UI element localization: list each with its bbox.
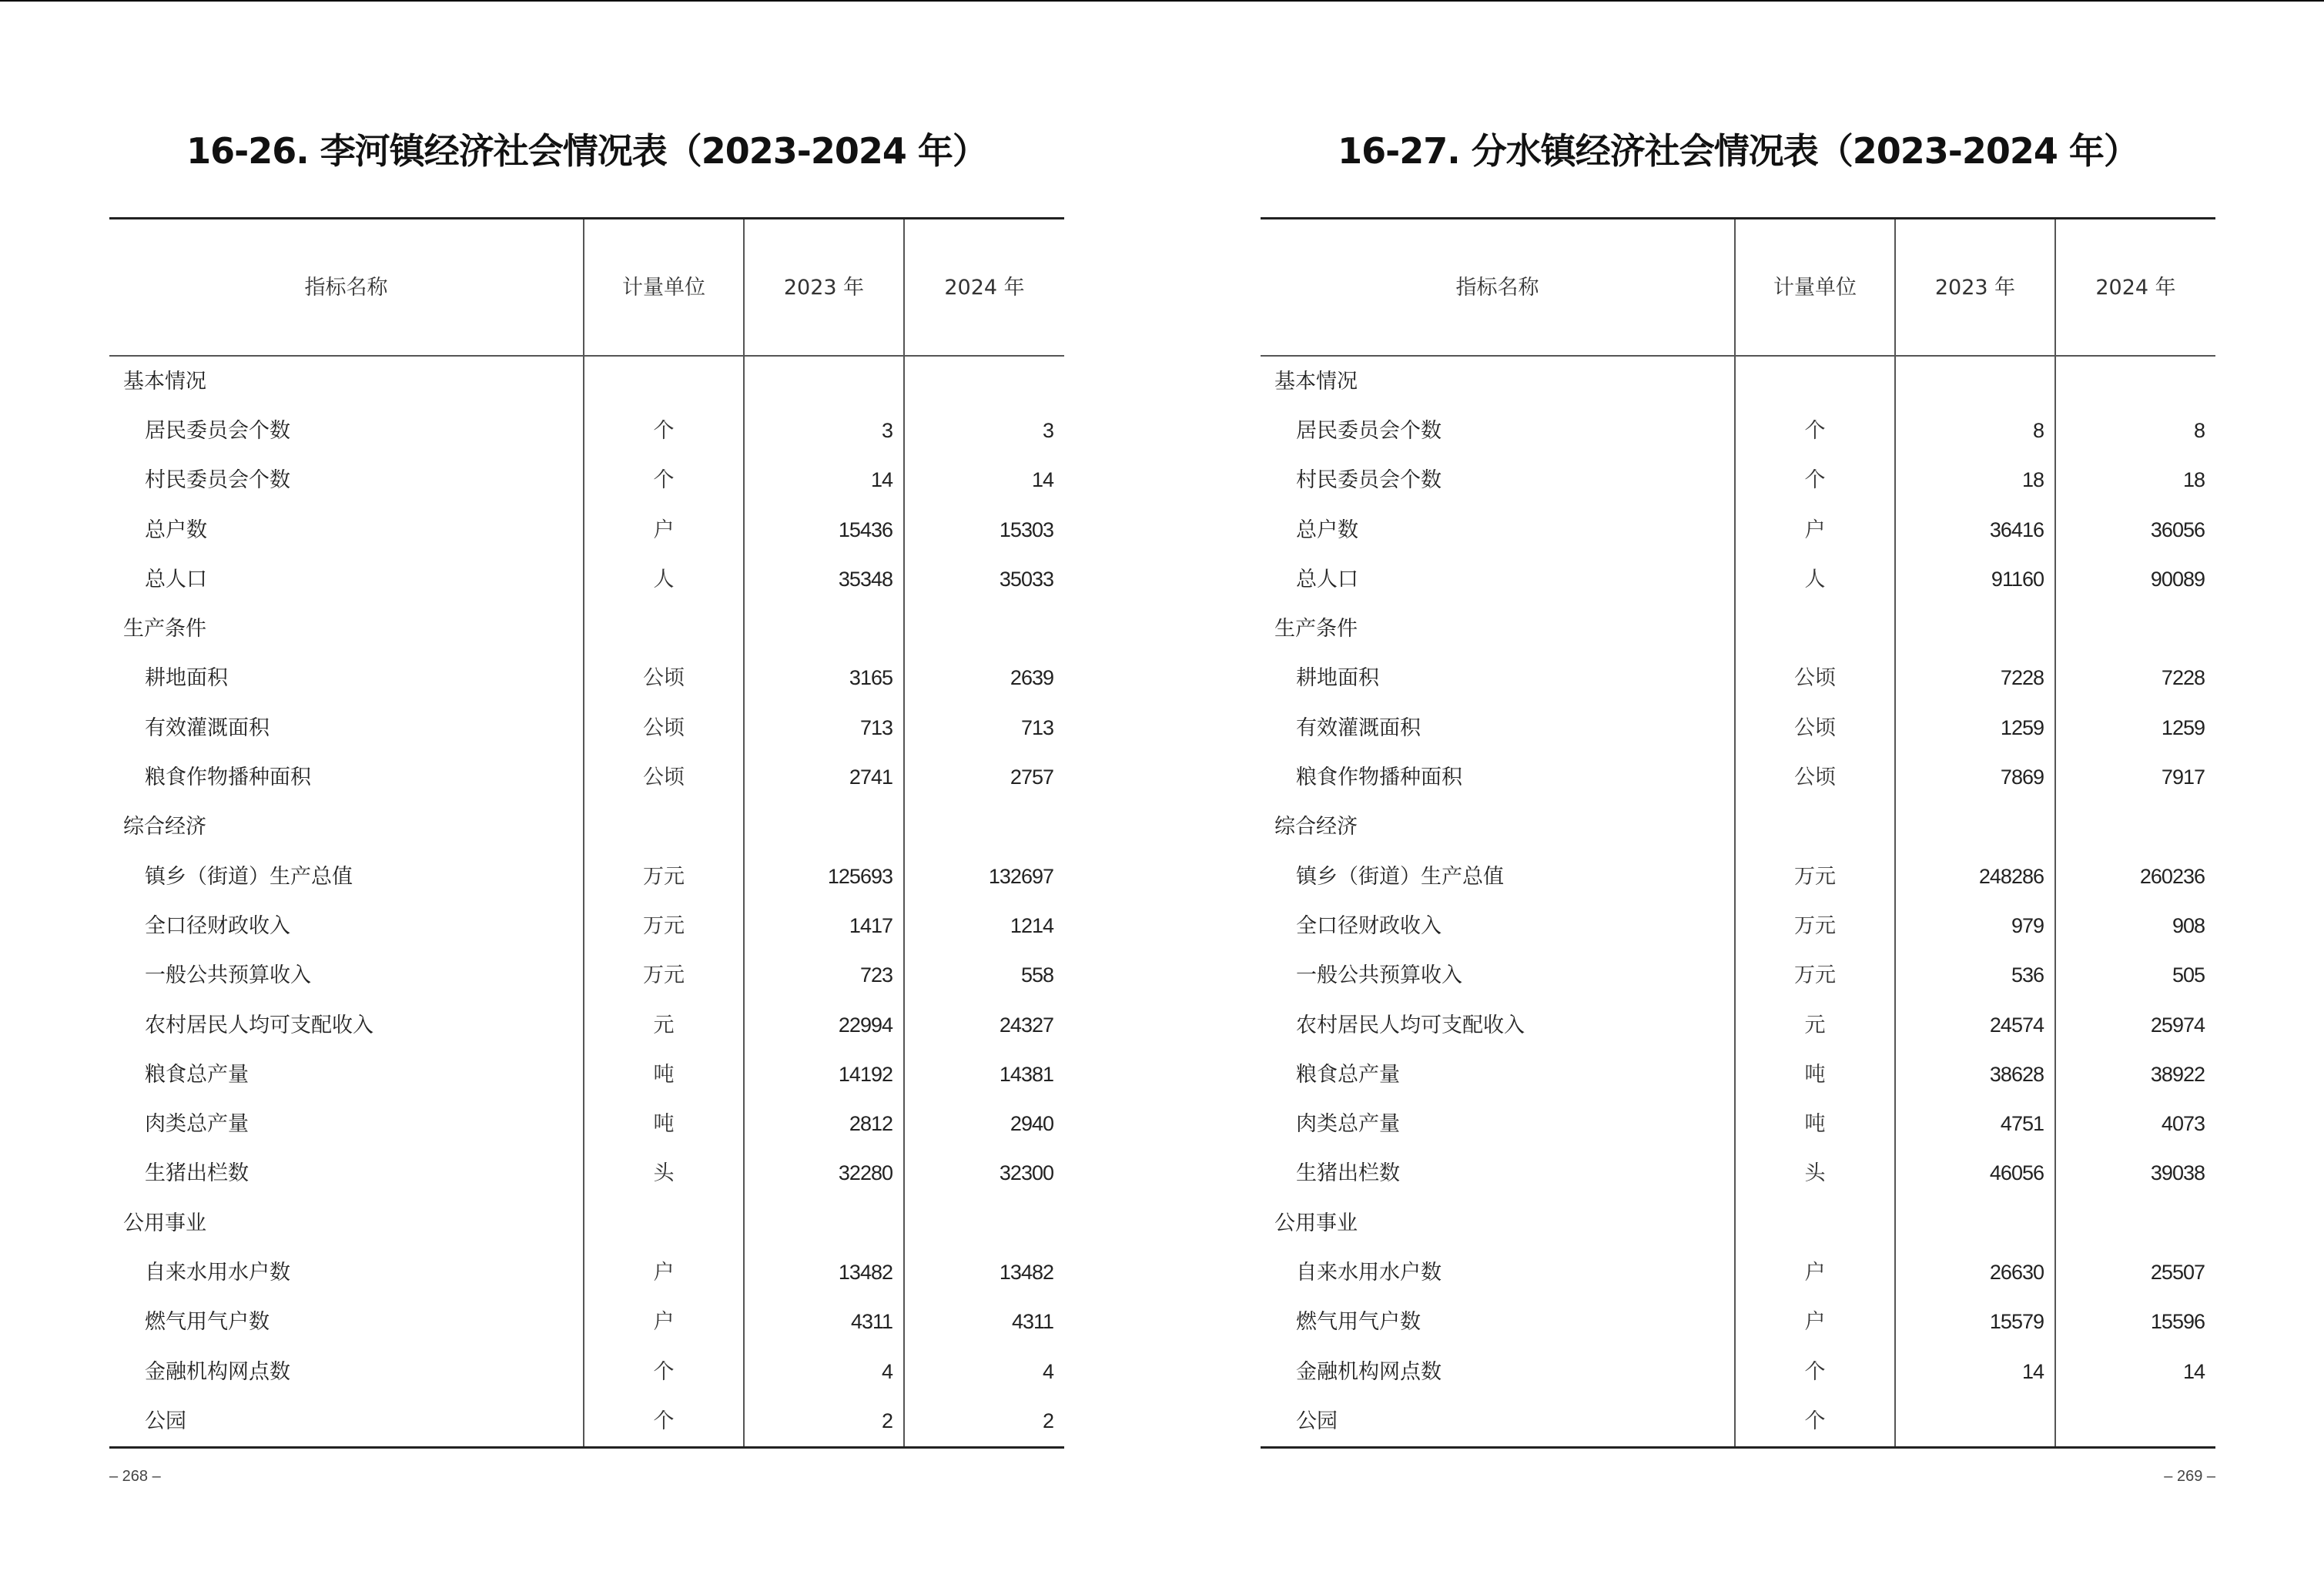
unit-cell: 万元 — [584, 852, 744, 901]
table-row — [1261, 1099, 2215, 1148]
table-row — [1261, 852, 2215, 901]
value-2023-cell: 723 — [744, 951, 904, 1000]
indicator-name-cell: 镇乡（街道）生产总值 — [1296, 864, 1504, 889]
value-2024-cell: 1214 — [904, 901, 1064, 950]
unit-cell — [1735, 356, 1895, 406]
table-row — [1261, 901, 2215, 950]
header-indicator-name: 指标名称 — [109, 219, 584, 357]
value-2024-cell — [2055, 1198, 2215, 1248]
table-row — [1261, 752, 2215, 802]
unit-cell: 公顷 — [584, 703, 744, 752]
indicator-name-cell: 生猪出栏数 — [145, 1161, 249, 1186]
table-row — [1261, 1396, 2215, 1447]
value-2023-cell: 14 — [1895, 1347, 2055, 1396]
unit-cell: 个 — [1735, 456, 1895, 505]
value-2023-cell: 3 — [744, 406, 904, 455]
value-2024-cell: 3 — [904, 406, 1064, 455]
indicator-name-cell: 镇乡（街道）生产总值 — [145, 864, 353, 889]
value-2023-cell: 713 — [744, 703, 904, 752]
value-2024-cell: 4311 — [904, 1298, 1064, 1347]
indicator-name-cell: 有效灌溉面积 — [1296, 715, 1421, 740]
value-2023-cell: 8 — [1895, 406, 2055, 455]
value-2024-cell: 36056 — [2055, 505, 2215, 554]
unit-cell: 人 — [1735, 554, 1895, 604]
value-2023-cell — [1895, 1396, 2055, 1447]
section-header-row — [109, 1198, 1064, 1248]
statistics-table — [109, 217, 1064, 1449]
unit-cell: 吨 — [584, 1099, 744, 1148]
unit-cell — [584, 356, 744, 406]
value-2023-cell: 18 — [1895, 456, 2055, 505]
value-2024-cell: 2 — [904, 1396, 1064, 1447]
unit-cell: 吨 — [584, 1050, 744, 1099]
value-2023-cell: 26630 — [1895, 1248, 2055, 1297]
indicator-name-cell: 燃气用气户数 — [1296, 1310, 1421, 1335]
unit-cell: 头 — [1735, 1149, 1895, 1198]
section-header-row — [1261, 802, 2215, 852]
table-row — [1261, 1248, 2215, 1297]
unit-cell: 户 — [1735, 1248, 1895, 1297]
indicator-name-cell: 总人口 — [1296, 567, 1358, 591]
value-2024-cell: 25507 — [2055, 1248, 2215, 1297]
table-row — [1261, 554, 2215, 604]
header-unit: 计量单位 — [584, 219, 744, 357]
value-2023-cell: 15436 — [744, 505, 904, 554]
table-row — [109, 456, 1064, 505]
unit-cell: 个 — [1735, 1347, 1895, 1396]
indicator-name-cell: 综合经济 — [123, 815, 206, 839]
indicator-name-cell: 公用事业 — [123, 1211, 206, 1235]
header-year-2024: 2024 年 — [904, 219, 1064, 357]
value-2023-cell: 15579 — [1895, 1298, 2055, 1347]
section-header-row — [109, 604, 1064, 653]
header-year-2024: 2024 年 — [2055, 219, 2215, 357]
indicator-name-cell: 总人口 — [145, 567, 207, 591]
value-2024-cell: 713 — [904, 703, 1064, 752]
unit-cell: 公顷 — [1735, 752, 1895, 802]
table-row — [109, 703, 1064, 752]
section-header-row — [109, 802, 1064, 852]
indicator-name-cell: 居民委员会个数 — [145, 418, 290, 443]
value-2023-cell: 536 — [1895, 951, 2055, 1000]
value-2024-cell: 558 — [904, 951, 1064, 1000]
value-2024-cell: 2757 — [904, 752, 1064, 802]
indicator-name-cell: 燃气用气户数 — [145, 1310, 270, 1335]
table-row — [1261, 1149, 2215, 1198]
unit-cell: 个 — [584, 1396, 744, 1447]
page-number: – 269 – — [2164, 1468, 2215, 1485]
value-2023-cell: 2 — [744, 1396, 904, 1447]
unit-cell: 万元 — [584, 951, 744, 1000]
value-2024-cell — [904, 1198, 1064, 1248]
value-2023-cell: 35348 — [744, 554, 904, 604]
table-header-row — [1261, 219, 2215, 357]
unit-cell — [584, 1198, 744, 1248]
value-2024-cell — [2055, 356, 2215, 406]
unit-cell — [1735, 802, 1895, 852]
indicator-name-cell: 公园 — [145, 1409, 186, 1433]
table-row — [109, 1050, 1064, 1099]
value-2023-cell: 32280 — [744, 1149, 904, 1198]
unit-cell: 公顷 — [1735, 654, 1895, 703]
value-2023-cell: 125693 — [744, 852, 904, 901]
value-2024-cell: 14 — [904, 456, 1064, 505]
page-title: 16-26. 李河镇经济社会情况表（2023-2024 年） — [186, 130, 987, 172]
unit-cell: 户 — [1735, 1298, 1895, 1347]
value-2023-cell: 13482 — [744, 1248, 904, 1297]
value-2023-cell — [744, 802, 904, 852]
unit-cell — [1735, 1198, 1895, 1248]
value-2024-cell — [904, 356, 1064, 406]
table-row — [109, 1396, 1064, 1447]
unit-cell: 个 — [584, 456, 744, 505]
unit-cell — [1735, 604, 1895, 653]
unit-cell: 公顷 — [584, 752, 744, 802]
unit-cell: 万元 — [1735, 951, 1895, 1000]
value-2024-cell: 15303 — [904, 505, 1064, 554]
indicator-name-cell: 农村居民人均可支配收入 — [145, 1013, 373, 1037]
indicator-name-cell: 基本情况 — [123, 369, 206, 394]
value-2024-cell: 2639 — [904, 654, 1064, 703]
unit-cell: 元 — [1735, 1000, 1895, 1050]
value-2023-cell: 14192 — [744, 1050, 904, 1099]
value-2024-cell: 132697 — [904, 852, 1064, 901]
indicator-name-cell: 自来水用水户数 — [145, 1260, 290, 1285]
indicator-name-cell: 耕地面积 — [1296, 666, 1379, 691]
indicator-name-cell: 生猪出栏数 — [1296, 1161, 1400, 1186]
value-2024-cell: 32300 — [904, 1149, 1064, 1198]
value-2023-cell: 38628 — [1895, 1050, 2055, 1099]
unit-cell: 个 — [584, 1347, 744, 1396]
value-2024-cell: 90089 — [2055, 554, 2215, 604]
indicator-name-cell: 全口径财政收入 — [1296, 913, 1442, 938]
table-row — [109, 1149, 1064, 1198]
unit-cell: 吨 — [1735, 1050, 1895, 1099]
table-row — [1261, 456, 2215, 505]
value-2024-cell: 14381 — [904, 1050, 1064, 1099]
table-row — [109, 406, 1064, 455]
value-2023-cell — [1895, 604, 2055, 653]
value-2024-cell: 24327 — [904, 1000, 1064, 1050]
value-2024-cell — [2055, 1396, 2215, 1447]
left-page — [109, 0, 1064, 1588]
indicator-name-cell: 基本情况 — [1274, 369, 1358, 394]
indicator-name-cell: 肉类总产量 — [1296, 1112, 1400, 1137]
unit-cell: 人 — [584, 554, 744, 604]
indicator-name-cell: 村民委员会个数 — [1296, 468, 1442, 493]
value-2023-cell — [1895, 1198, 2055, 1248]
indicator-name-cell: 公园 — [1296, 1409, 1338, 1433]
indicator-name-cell: 农村居民人均可支配收入 — [1296, 1013, 1525, 1037]
statistics-table — [1261, 217, 2215, 1449]
value-2023-cell: 14 — [744, 456, 904, 505]
table-row — [109, 554, 1064, 604]
value-2024-cell: 18 — [2055, 456, 2215, 505]
value-2024-cell: 7228 — [2055, 654, 2215, 703]
table-row — [1261, 951, 2215, 1000]
table-row — [109, 1248, 1064, 1297]
right-page — [1261, 0, 2215, 1588]
table-row — [109, 951, 1064, 1000]
section-header-row — [1261, 604, 2215, 653]
value-2024-cell: 505 — [2055, 951, 2215, 1000]
value-2023-cell — [1895, 802, 2055, 852]
value-2023-cell: 1417 — [744, 901, 904, 950]
indicator-name-cell: 粮食总产量 — [145, 1062, 249, 1087]
value-2024-cell: 15596 — [2055, 1298, 2215, 1347]
value-2024-cell — [904, 802, 1064, 852]
indicator-name-cell: 金融机构网点数 — [145, 1359, 290, 1384]
indicator-name-cell: 粮食作物播种面积 — [145, 766, 311, 790]
indicator-name-cell: 自来水用水户数 — [1296, 1260, 1442, 1285]
value-2023-cell: 248286 — [1895, 852, 2055, 901]
table-row — [1261, 1050, 2215, 1099]
value-2024-cell: 4073 — [2055, 1099, 2215, 1148]
unit-cell: 万元 — [1735, 901, 1895, 950]
value-2023-cell: 4311 — [744, 1298, 904, 1347]
value-2023-cell: 979 — [1895, 901, 2055, 950]
indicator-name-cell: 生产条件 — [1274, 617, 1358, 642]
indicator-name-cell: 总户数 — [145, 518, 207, 542]
indicator-name-cell: 肉类总产量 — [145, 1112, 249, 1137]
value-2024-cell: 7917 — [2055, 752, 2215, 802]
value-2024-cell — [2055, 802, 2215, 852]
value-2023-cell: 4 — [744, 1347, 904, 1396]
indicator-name-cell: 粮食总产量 — [1296, 1062, 1400, 1087]
table-row — [1261, 406, 2215, 455]
value-2024-cell: 13482 — [904, 1248, 1064, 1297]
value-2023-cell: 2812 — [744, 1099, 904, 1148]
indicator-name-cell: 有效灌溉面积 — [145, 715, 270, 740]
table-row — [109, 1099, 1064, 1148]
unit-cell: 头 — [584, 1149, 744, 1198]
indicator-name-cell: 一般公共预算收入 — [1296, 963, 1462, 988]
value-2023-cell: 2741 — [744, 752, 904, 802]
table-row — [1261, 654, 2215, 703]
value-2024-cell: 260236 — [2055, 852, 2215, 901]
value-2023-cell — [1895, 356, 2055, 406]
header-year-2023: 2023 年 — [1895, 219, 2055, 357]
value-2023-cell: 46056 — [1895, 1149, 2055, 1198]
header-indicator-name: 指标名称 — [1261, 219, 1735, 357]
indicator-name-cell: 综合经济 — [1274, 815, 1358, 839]
unit-cell: 公顷 — [584, 654, 744, 703]
value-2023-cell: 4751 — [1895, 1099, 2055, 1148]
value-2024-cell: 25974 — [2055, 1000, 2215, 1050]
indicator-name-cell: 耕地面积 — [145, 666, 228, 691]
header-year-2023: 2023 年 — [744, 219, 904, 357]
value-2024-cell: 2940 — [904, 1099, 1064, 1148]
unit-cell: 户 — [584, 505, 744, 554]
indicator-name-cell: 居民委员会个数 — [1296, 418, 1442, 443]
value-2024-cell: 38922 — [2055, 1050, 2215, 1099]
table-row — [109, 1347, 1064, 1396]
unit-cell: 元 — [584, 1000, 744, 1050]
unit-cell: 个 — [1735, 406, 1895, 455]
page-title: 16-27. 分水镇经济社会情况表（2023-2024 年） — [1338, 130, 2138, 172]
unit-cell: 万元 — [1735, 852, 1895, 901]
table-row — [1261, 703, 2215, 752]
value-2024-cell: 8 — [2055, 406, 2215, 455]
value-2023-cell: 3165 — [744, 654, 904, 703]
value-2023-cell: 91160 — [1895, 554, 2055, 604]
value-2024-cell — [2055, 604, 2215, 653]
table-header-row — [109, 219, 1064, 357]
table-row — [1261, 1298, 2215, 1347]
value-2024-cell — [904, 604, 1064, 653]
value-2024-cell: 35033 — [904, 554, 1064, 604]
section-header-row — [1261, 356, 2215, 406]
value-2023-cell: 7869 — [1895, 752, 2055, 802]
value-2024-cell: 908 — [2055, 901, 2215, 950]
indicator-name-cell: 全口径财政收入 — [145, 913, 290, 938]
header-unit: 计量单位 — [1735, 219, 1895, 357]
unit-cell: 户 — [584, 1248, 744, 1297]
value-2023-cell: 36416 — [1895, 505, 2055, 554]
unit-cell: 公顷 — [1735, 703, 1895, 752]
table-row — [109, 752, 1064, 802]
value-2023-cell — [744, 1198, 904, 1248]
value-2023-cell — [744, 356, 904, 406]
value-2023-cell: 1259 — [1895, 703, 2055, 752]
table-row — [1261, 1000, 2215, 1050]
unit-cell: 户 — [584, 1298, 744, 1347]
unit-cell: 个 — [1735, 1396, 1895, 1447]
table-row — [109, 1298, 1064, 1347]
indicator-name-cell: 一般公共预算收入 — [145, 963, 311, 988]
unit-cell — [584, 604, 744, 653]
section-header-row — [109, 356, 1064, 406]
value-2024-cell: 39038 — [2055, 1149, 2215, 1198]
indicator-name-cell: 粮食作物播种面积 — [1296, 766, 1462, 790]
table-row — [109, 901, 1064, 950]
unit-cell: 万元 — [584, 901, 744, 950]
table-row — [109, 654, 1064, 703]
unit-cell: 吨 — [1735, 1099, 1895, 1148]
table-row — [109, 505, 1064, 554]
indicator-name-cell: 生产条件 — [123, 617, 206, 642]
value-2024-cell: 4 — [904, 1347, 1064, 1396]
table-body — [1261, 356, 2215, 1447]
indicator-name-cell: 村民委员会个数 — [145, 468, 290, 493]
indicator-name-cell: 总户数 — [1296, 518, 1358, 542]
table-row — [1261, 1347, 2215, 1396]
value-2024-cell: 14 — [2055, 1347, 2215, 1396]
indicator-name-cell: 公用事业 — [1274, 1211, 1358, 1235]
table-row — [109, 1000, 1064, 1050]
value-2023-cell — [744, 604, 904, 653]
indicator-name-cell: 金融机构网点数 — [1296, 1359, 1442, 1384]
unit-cell — [584, 802, 744, 852]
table-body — [109, 356, 1064, 1447]
value-2023-cell: 22994 — [744, 1000, 904, 1050]
value-2024-cell: 1259 — [2055, 703, 2215, 752]
unit-cell: 个 — [584, 406, 744, 455]
table-row — [1261, 505, 2215, 554]
section-header-row — [1261, 1198, 2215, 1248]
value-2023-cell: 24574 — [1895, 1000, 2055, 1050]
value-2023-cell: 7228 — [1895, 654, 2055, 703]
table-row — [109, 852, 1064, 901]
page-number: – 268 – — [109, 1468, 161, 1485]
unit-cell: 户 — [1735, 505, 1895, 554]
